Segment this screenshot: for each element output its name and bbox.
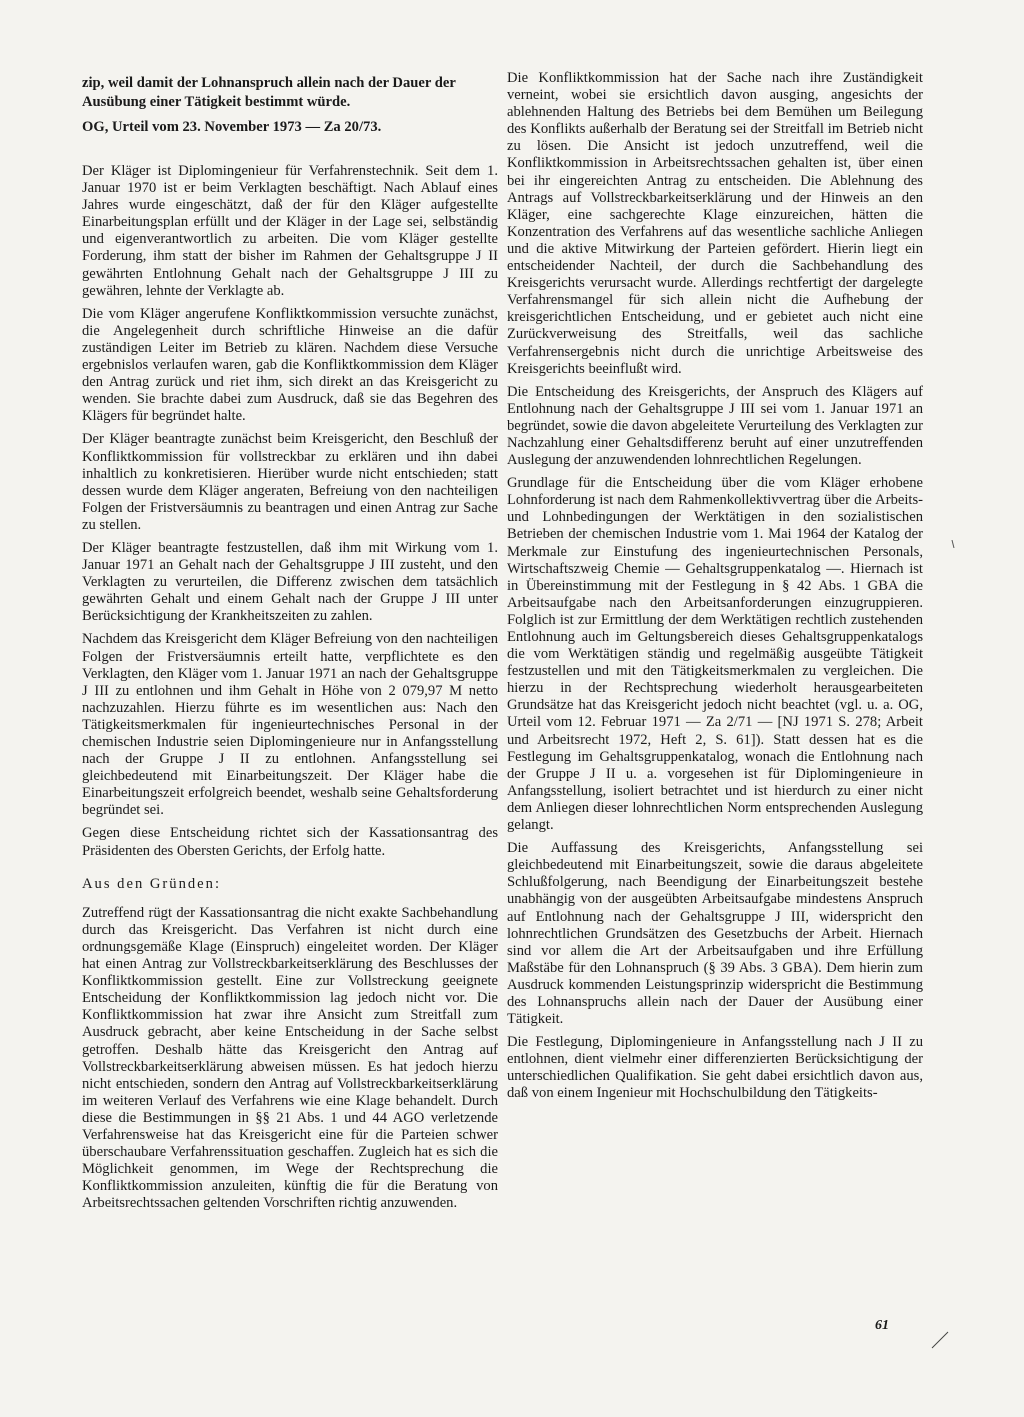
scan-mark — [930, 1330, 950, 1350]
paragraph: Die vom Kläger angerufene Konfliktkommission versuchte zunächst, die Angelegenheit durch schriftliche Hinweise an die dafür zuständigen Leiter im Betrieb zu klären. Nachdem diese Versuche ergebnislos verlaufen waren, gab die Konfliktkommission dem Kläger den Antrag zurück und riet ihm, sich direkt an das Kreisgericht zu wenden. Sie brachte dabei zum Ausdruck, daß sie das Begehren des Klägers für begründet halte. — [82, 305, 498, 425]
section-heading: Aus den Gründen: — [82, 875, 222, 892]
paragraph: Zutreffend rügt der Kassationsantrag die nicht exakte Sachbehandlung durch das Kreisgericht. Das Verfahren ist nicht durch eine ordnungsgemäße Klage (Einspruch) eingeleitet worden. Der Kläger hat einen Antrag zur Vollstreckbarkeitserklärung des Beschlusses der Konfliktkommission gestellt. Eine zur Vollstreckung geeignete Entscheidung der Konfliktkommission lag jedoch nicht vor. Die Konfliktkommission hat zwar ihre Ansicht zum Streitfall zum Ausdruck gebracht, aber keine Entscheidung in der Sache selbst getroffen. Deshalb hätte das Kreisgericht den Antrag auf Vollstreckbarkeitserklärung abweisen müssen. Es hat jedoch hierzu nicht entschieden, sondern den Antrag auf Vollstreckbarkeitserklärung im weiteren Verlauf des Verfahrens wie eine Klage behandelt. Durch diese die Bestimmungen in §§ 21 Abs. 1 und 44 AGO verletzende Verfahrensweise hat das Kreisgericht eine für die Parteien schwer überschaubare Verfahrenssituation geschaffen. Zugleich hat es sich die Möglichkeit genommen, im Wege der Rechtsprechung die Konfliktkommission anzuleiten, künftig die für die Beratung von Arbeitsrechtssachen geltenden Vorschriften richtig anzuwenden. — [82, 904, 498, 1212]
paragraph: Der Kläger beantragte festzustellen, daß ihm mit Wirkung vom 1. Januar 1971 an Gehalt nach der Gehaltsgruppe J III zusteht, und den Verklagten zu verurteilen, die Differenz zwischen dem tatsächlich gewährten Gehalt und einem Gehalt nach der Gruppe J III unter Berücksichtigung der Krankheitszeiten zu zahlen. — [82, 539, 498, 625]
case-reference: OG, Urteil vom 23. November 1973 — Za 20/73. — [82, 119, 382, 135]
paragraph: Der Kläger ist Diplomingenieur für Verfahrenstechnik. Seit dem 1. Januar 1970 ist er beim Verklagten beschäftigt. Nach Ablauf eines Jahres wurde eingeschätzt, daß der für den Kläger aufgestellte Einarbeitungsplan erfüllt und der Kläger in der Lage sei, selbständig und eigenverantwortlich zu arbeiten. Die vom Kläger gestellte Forderung, ihm statt der bisher im Rahmen der Gehaltsgruppe J II gewährten Entlohnung Gehalt nach der Gehaltsgruppe J III zu gewähren, lehnte der Verklagte ab. — [82, 163, 498, 299]
paragraph: Nachdem das Kreisgericht dem Kläger Befreiung von den nachteiligen Folgen der Fristversäumnis erteilt hatte, verpflichtete es den Verklagten, den Kläger vom 1. Januar 1971 an nach der Gehaltsgruppe J III zu entlohnen und ihm Gehalt in Höhe von 2 079,97 M netto nachzuzahlen. Hierzu führte es im wesentlichen aus: Nach den Tätigkeitsmerkmalen für ingenieurtechnisches Personal in der chemischen Industrie seien Diplomingenieure nur in Anfangsstellung nach der Gruppe J II zu entlohnen. Anfangsstellung sei gleichbedeutend mit Einarbeitungszeit. Der Kläger habe die Einarbeitungszeit erfolgreich beendet, weshalb seine Gehaltsforderung begründet sei. — [82, 631, 498, 819]
paragraph: Gegen diese Entscheidung richtet sich der Kassationsantrag des Präsidenten des Obersten Gerichts, der Erfolg hatte. — [82, 825, 498, 859]
paragraph: Die Auffassung des Kreisgerichts, Anfangsstellung sei gleichbedeutend mit Einarbeitungszeit, sowie die daraus abgeleitete Schlußfolgerung, nach Beendigung der Einarbeitungszeit bestehe unabhängig von der ausgeübten Arbeitsaufgabe mindestens Anspruch auf Entlohnung nach der Gehaltsgruppe J III, widerspricht den lohnrechtlichen Grundsätzen des Gesetzbuchs der Arbeit. Hiernach sind vor allem die Art der Arbeitsaufgaben und ihre Erfüllung Maßstäbe für den Lohnanspruch (§ 39 Abs. 3 GBA). Dem hierin zum Ausdruck kommenden Leistungsprinzip widerspricht die Bestimmung des Lohnanspruchs allein nach der Dauer der Ausübung einer Tätigkeit. — [507, 840, 923, 1028]
headnote-text: zip, weil damit der Lohnanspruch allein nach der Dauer der Ausübung einer Tätigkeit bestimmt würde. — [82, 75, 456, 110]
paragraph: Die Festlegung, Diplomingenieure in Anfangsstellung nach J II zu entlohnen, dient vielmehr einer differenzierten Berücksichtigung der unterschiedlichen Qualifikation. Sie geht dabei ersichtlich davon aus, daß von einem Ingenieur mit Hochschulbildung den Tätigkeits- — [507, 1034, 923, 1102]
page-number: 61 — [875, 1318, 889, 1333]
scan-mark — [951, 540, 955, 548]
paragraph: Der Kläger beantragte zunächst beim Kreisgericht, den Beschluß der Konfliktkommission für vollstreckbar zu erklären und ihn dabei inhaltlich zu konkretisieren. Hierüber wurde nicht entschieden; statt dessen wurde dem Kläger angeraten, Befreiung von den nachteiligen Folgen der Fristversäumnis zu beantragen und einen Antrag zur Sache zu stellen. — [82, 431, 498, 533]
paragraph: Grundlage für die Entscheidung über die vom Kläger erhobene Lohnforderung ist nach dem Rahmenkollektivvertrag über die Arbeits- und Lohnbedingungen der Werktätigen in den sozialistischen Betrieben der chemischen Industrie vom 1. Mai 1964 der Katalog der Merkmale zur Einstufung des ingenieurtechnischen Personals, Wirtschaftszweig Chemie — Gehaltsgruppenkatalog —. Hiernach ist in Übereinstimmung mit der Festlegung in § 42 Abs. 1 GBA die Arbeitsaufgabe nach den Arbeitsanforderungen einzugruppieren. Folglich ist zur Ermittlung der dem Werktätigen rechtlich zustehenden Entlohnung auch im Geltungsbereich dieses Gehaltsgruppenkatalogs die vom Werktätigen ständig und regelmäßig ausgeübte Tätigkeit festzustellen und mit den Tätigkeitsmerkmalen zu vergleichen. Die hierzu in der Rechtsprechung wiederholt herausgearbeiteten Grundsätze hat das Kreisgericht jedoch nicht beachtet (vgl. u. a. OG, Urteil vom 12. Februar 1971 — Za 2/71 — [NJ 1971 S. 278; Arbeit und Arbeitsrecht 1972, Heft 2, S. 61]). Statt dessen hat es die Festlegung im Gehaltsgruppenkatalog, wonach die Entlohnung nach der Gruppe J II u. a. vorgesehen ist für Diplomingenieure in Anfangsstellung, isoliert betrachtet und ist hierdurch zu einer nicht dem Anliegen dieser lohnrechtlichen Norm entsprechenden Auslegung gelangt. — [507, 475, 923, 834]
paragraph: Die Entscheidung des Kreisgerichts, der Anspruch des Klägers auf Entlohnung nach der Gehaltsgruppe J III sei vom 1. Januar 1971 an begründet, sowie die davon abgeleitete Verurteilung des Verklagten zur Nachzahlung einer Gehaltsdifferenz beruht auf einer unzutreffenden Auslegung der anzuwendenden lohnrechtlichen Regelungen. — [507, 383, 923, 469]
left-column — [82, 70, 498, 1218]
paragraph: Die Konfliktkommission hat der Sache nach ihre Zuständigkeit verneint, wobei sie ersichtlich davon ausging, angesichts der ablehnenden Haltung des Betriebs bei dem Bemühen um Beilegung des Konflikts außerhalb der Beratung sei der Streitfall im Betrieb nicht zu lösen. Die Ansicht ist jedoch unzutreffend, weil die Konfliktkommission in Arbeitsrechtssachen gehalten ist, über einen bei ihr eingereichten Antrag zu entscheiden. Die Ablehnung des Antrags auf Vollstreckbarkeitserklärung und der Hinweis an den Kläger, eine sachgerechte Klage einzureichen, hätten die Konzentration des Verfahrens auf das wesentliche sachliche Anliegen und die aktive Mitwirkung der Parteien gefördert. Hierin liegt ein entscheidender Nachteil, der durch die Sachbehandlung des Kreisgerichts verursacht wurde. Allerdings rechtfertigt der dargelegte Verfahrensmangel für sich allein nicht die Aufhebung der kreisgerichtlichen Entscheidung, und er gebietet auch nicht eine Zurückverweisung des Streitfalls, weil das sachliche Verfahrensergebnis nicht durch die unrichtige Arbeitsweise des Kreisgerichts beeinflußt wird. — [507, 70, 923, 377]
right-column — [507, 70, 923, 1109]
